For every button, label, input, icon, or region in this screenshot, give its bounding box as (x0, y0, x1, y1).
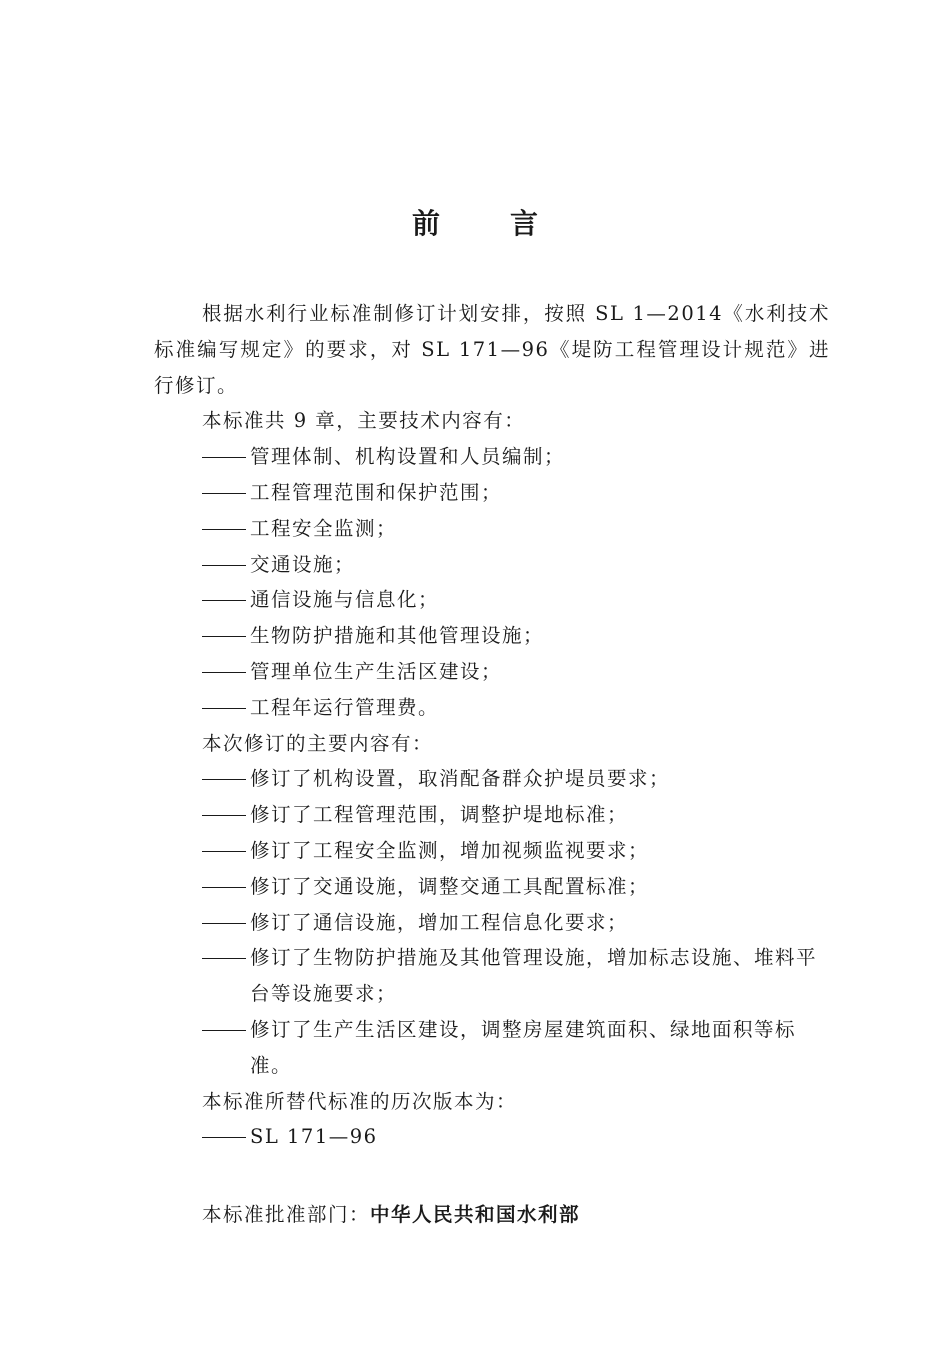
chapters-list (154, 439, 830, 725)
list-item: 修订了工程安全监测，增加视频监视要求； (154, 833, 830, 869)
list-item: 工程年运行管理费。 (154, 690, 830, 726)
list-item: 修订了通信设施，增加工程信息化要求； (154, 905, 830, 941)
list-item: 生物防护措施和其他管理设施； (154, 618, 830, 654)
dash-marker (202, 940, 250, 976)
chapters-heading: 本标准共 9 章，主要技术内容有： (202, 409, 526, 433)
history-heading: 本标准所替代标准的历次版本为： (202, 1089, 518, 1113)
dash-marker (202, 1119, 250, 1155)
dash-marker (202, 761, 250, 797)
dash-marker (202, 547, 250, 583)
dash-marker (202, 905, 250, 941)
dash-marker (202, 475, 250, 511)
list-item: SL 171—96 (154, 1119, 830, 1155)
dash-marker (202, 833, 250, 869)
revisions-heading: 本次修订的主要内容有： (202, 731, 434, 755)
dash-marker (202, 869, 250, 905)
approval-organization: 中华人民共和国水利部 (370, 1203, 581, 1226)
page-title: 前言 (411, 207, 608, 240)
dash-marker (202, 618, 250, 654)
list-item: 修订了机构设置，取消配备群众护堤员要求； (154, 761, 830, 797)
dash-marker (202, 582, 250, 618)
dash-marker (202, 439, 250, 475)
dash-marker (202, 1012, 250, 1048)
list-item: 管理单位生产生活区建设； (154, 654, 830, 690)
approval-label: 本标准批准部门： (202, 1203, 371, 1226)
list-item: 修订了工程管理范围，调整护堤地标准； (154, 797, 830, 833)
dash-marker (202, 797, 250, 833)
list-item: 管理体制、机构设置和人员编制； (154, 439, 830, 475)
history-list (154, 1119, 830, 1155)
list-item: 交通设施； (154, 547, 830, 583)
dash-marker (202, 654, 250, 690)
foreword-body (154, 296, 830, 1155)
revisions-list (154, 761, 830, 1083)
list-item: 工程安全监测； (154, 511, 830, 547)
list-item: 修订了生物防护措施及其他管理设施，增加标志设施、堆料平台等设施要求； (154, 940, 830, 1012)
list-item: 工程管理范围和保护范围； (154, 475, 830, 511)
list-item: 通信设施与信息化； (154, 582, 830, 618)
list-item: 修订了生产生活区建设，调整房屋建筑面积、绿地面积等标准。 (154, 1012, 830, 1084)
dash-marker (202, 690, 250, 726)
approval-line (202, 1197, 580, 1233)
intro-paragraph: 根据水利行业标准制修订计划安排，按照 SL 1—2014《水利技术标准编写规定》的要求，对 SL 171—96《堤防工程管理设计规范》进行修订。 (154, 302, 830, 397)
dash-marker (202, 511, 250, 547)
list-item: 修订了交通设施，调整交通工具配置标准； (154, 869, 830, 905)
